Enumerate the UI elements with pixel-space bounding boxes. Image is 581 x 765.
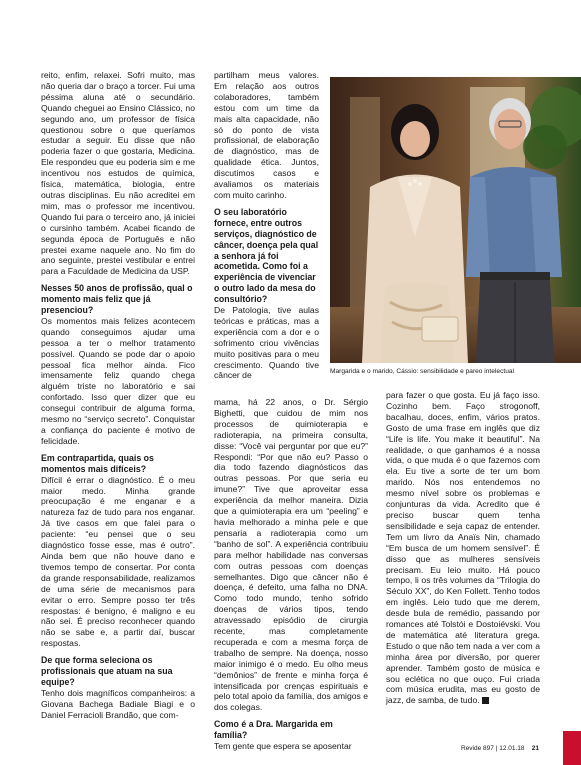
paragraph <box>386 390 540 706</box>
paragraph-text: para fazer o que gosta. Eu já faço isso. Cozinho bem. Faço strogonoff, bacalhau, doces, enfim, vários pratos. Gosto de uma frase em inglês que diz “Life is life. You make it beautiful”. Na realidade, o que ganhamos é a nossa vida, o que muda é o que fazemos com ela. Eu tive a sorte de ter um bom marido. Nós nos entendemos no mesmo nível sobre os problemas e conjunturas da vida. Acredito que é preciso buscar quem tenha sensibilidade e seja capaz de entender. Tem um livro da Anaïs Nin, chamado “Em busca de um homem sensível”. É disso que as mulheres sensíveis precisam. Eu leio muito. Há pouco tempo, li os três volumes da “Trilogia do Século XX”, do Ken Follett. Tenho todos em inglês. Leio tudo que me derem, desde bula de remédio, passando por romances até Tolstói e Dostoiévski. Vou de matemática até literatura grega. Estudo o que não tem nada a ver com a minha área por diversão, por querer aprender. Também gosto de música e sou eclética no que ouço. Fui criada com música erudita, mas eu gosto de jazz, de samba, de tudo. <box>386 390 540 706</box>
interview-question: Em contrapartida, quais os momentos mais difíceis? <box>41 452 154 474</box>
page-footer <box>461 745 539 752</box>
paragraph: Tem gente que espera se aposentar <box>214 741 352 752</box>
photo-caption: Margarida e o marido, Cássio: sensibilidade e pareo intelectual <box>330 368 514 375</box>
paragraph: De Patologia, tive aulas teóricas e práticas, mas a experiência com a dor e o sofrimento criou vivências muito positivas para o meu crescimento. Quando tive câncer de <box>214 305 319 381</box>
end-of-article-mark <box>482 697 489 704</box>
paragraph: partilham meus valores. Em relação aos outros colaboradores, também estou com um time da mais alta capacidade, não só do ponto de vista profissional, de elaboração de diagnóstico, mas de qualidade ética. Juntos, discutimos casos e avaliamos os materiais com muito carinho. <box>214 70 319 200</box>
interview-question: O seu laboratório fornece, entre outros serviços, diagnóstico de câncer, doença pela qual a senhora já foi acometida. Como foi a experiência de vivenciar o outro lado da mesa do consultório? <box>214 206 319 305</box>
issue-date: 12.01.18 <box>499 745 525 752</box>
article-column-3 <box>386 390 540 706</box>
paragraph: Tenho dois magníficos companheiros: a Giovana Bachega Badiale Biagi e o Daniel Ferracioli Brandão, que com- <box>41 687 195 720</box>
interview-question: Como é a Dra. Margarida em família? <box>214 719 333 741</box>
couple-photo <box>330 77 581 363</box>
footer-spacer <box>526 745 530 752</box>
paragraph: Difícil é errar o diagnóstico. É o meu maior medo. Minha grande preocupação é me enganar e a natureza faz de tudo para nos enganar. Já tive casos em que falei para o paciente: “eu pensei que o seu diagnóstico fosse esse, mas é outro”. Ainda bem que não houve dano e tivemos tempo de consertar. Por conta da grande responsabilidade, realizamos de uma série de mecanismos para evitar o erro. Sempre posso ter três respostas: é benigno, é maligno e eu não sei. É preciso reconhecer quando não se sabe e, a partir daí, buscar respostas. <box>41 474 195 649</box>
paragraph: Os momentos mais felizes acontecem quando conseguimos ajudar uma pessoa a ter o melhor tratamento possível. Quando se pode dar o apoio pessoal fica melhor ainda. Fico imensamente feliz quando chega alguém triste no laboratório e sai confortado. Isso quer dizer que eu consegui contribuir de alguma forma, mesmo no “serviço secreto”. Conquistar a confiança do paciente é motivo de felicidade. <box>41 315 195 446</box>
page-number: 21 <box>531 745 539 752</box>
magazine-issue: Revide 897 <box>461 745 494 752</box>
footer-separator: | <box>495 745 500 752</box>
article-column-2-bottom <box>214 397 368 752</box>
page-edge-tab <box>563 731 581 765</box>
article-column-1 <box>41 70 195 721</box>
article-column-2-top <box>214 70 319 381</box>
photo-illustration <box>330 77 581 363</box>
interview-question: Nesses 50 anos de profissão, qual o momento mais feliz que já presenciou? <box>41 283 193 316</box>
interview-question: De que forma seleciona os profissionais que atuam na sua equipe? <box>41 655 173 687</box>
paragraph: mama, há 22 anos, o Dr. Sérgio Bighetti, que cuidou de mim nos processos de quimioterapia e radioterapia, na primeira consulta, disse: “Você vai perguntar por que eu?” Respondi: “Por que não eu? Passo o dia todo fazendo diagnósticos das outras pessoas. Por que seria eu imune?” Tive que aproveitar essa experiência da melhor maneira. Dizia que a quimioterapia era um “peeling” e havia melhorado a minha pele e que pensaria a radioterapia como um “banho de sol”. A experiência contribuiu para melhor habilidade nas conversas com outras pessoas com doenças semelhantes. Digo que câncer não é doença, é defeito, uma falha no DNA. Como todo mundo, tenho sofrido doenças de vários tipos, tendo atravessado episódio de cirurgia recente, mas completamente recuperada e com a mesma força de trabalho de sempre. Na doença, nosso maior inimigo é o medo. Eu olho meus “demônios” de frente e minha força é intensificada por crenças espirituais e pelo total apoio da família, dos amigos e dos colegas. <box>214 397 368 713</box>
paragraph: reito, enfim, relaxei. Sofri muito, mas não queria dar o braço a torcer. Fui uma péssima aluna até o secundário. Quando cheguei ao Ensino Clássico, no segundo ano, um professor de física questionou sobre o que queríamos estudar a seguir. Eu disse que não poderia fazer o que gostaria, Medicina. Ele respondeu que eu poderia sim e me incentivou nos estudos de química, física, matemática, biologia, entre outras disciplinas. Eu não acreditei em mim, mas o professor me incentivou. Quando fui para o terceiro ano, já iniciei o cursinho também. Acabei ficando de segunda época de Português e não prestei exame naquele ano. No fim do ano seguinte, prestei vestibular e entrei para a Faculdade de Medicina da USP. <box>41 70 195 277</box>
